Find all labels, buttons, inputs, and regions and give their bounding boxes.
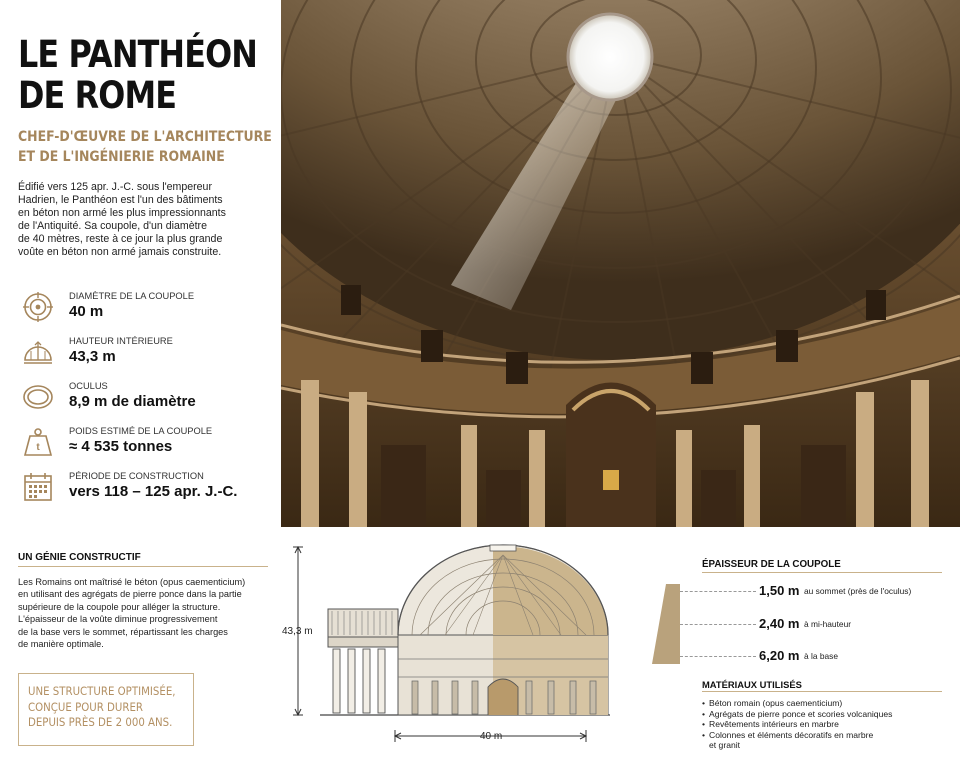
section-heading-materials: MATÉRIAUX UTILISÉS bbox=[702, 679, 802, 690]
intro-line: Hadrien, le Panthéon est l'un des bâtiments bbox=[18, 194, 223, 206]
height-dimension-label: 43,3 m bbox=[282, 626, 313, 637]
intro-line: Édifié vers 125 apr. J.-C. sous l'empereur bbox=[18, 181, 212, 193]
genie-line: L'épaisseur de la voûte diminue progressivement bbox=[18, 614, 218, 625]
title-line-1: LE PANTHÉON bbox=[18, 33, 258, 76]
list-item: • Colonnes et éléments décoratifs en marbre bbox=[702, 730, 942, 741]
genie-line: Les Romains ont maîtrisé le béton (opus caementicium) bbox=[18, 577, 246, 587]
highlight-line: CONÇUE POUR DURER bbox=[28, 699, 144, 714]
calendar-icon bbox=[22, 471, 54, 503]
thickness-row bbox=[680, 583, 950, 601]
divider bbox=[18, 566, 268, 567]
thickness-value: 1,50 m bbox=[759, 583, 800, 598]
key-facts-list bbox=[22, 288, 272, 513]
genie-paragraph bbox=[18, 576, 268, 650]
fact-diameter bbox=[22, 288, 272, 333]
genie-line: de manière optimale. bbox=[18, 639, 104, 650]
svg-text:t: t bbox=[36, 442, 40, 453]
width-dimension-label: 40 m bbox=[480, 731, 503, 742]
page-title bbox=[18, 34, 257, 116]
fact-label: PÉRIODE DE CONSTRUCTION bbox=[69, 471, 204, 481]
fact-value: 8,9 m de diamètre bbox=[69, 393, 196, 410]
title-line-2: DE ROME bbox=[18, 74, 177, 117]
thickness-value: 6,20 m bbox=[759, 648, 800, 663]
highlight-line: UNE STRUCTURE OPTIMISÉE, bbox=[28, 684, 176, 698]
leader-line bbox=[680, 624, 756, 625]
list-item: et granit bbox=[709, 740, 741, 751]
section-heading-genie: UN GÉNIE CONSTRUCTIF bbox=[18, 552, 141, 563]
leader-line bbox=[680, 591, 756, 592]
oculus-ring-icon bbox=[22, 381, 54, 413]
subtitle bbox=[18, 127, 272, 167]
fact-period bbox=[22, 468, 272, 513]
intro-paragraph bbox=[18, 181, 268, 259]
fact-height bbox=[22, 333, 272, 378]
intro-line: en béton non armé les plus impressionnants bbox=[18, 207, 226, 219]
thickness-row bbox=[680, 648, 950, 666]
intro-line: de l'Antiquité. Sa coupole, d'un diamètre bbox=[18, 220, 207, 232]
fact-oculus bbox=[22, 378, 272, 423]
fact-label: OCULUS bbox=[69, 381, 108, 391]
weight-icon bbox=[22, 426, 54, 458]
list-item: • Agrégats de pierre ponce et scories volcaniques bbox=[702, 709, 942, 720]
thickness-row bbox=[680, 616, 950, 634]
section-heading-thickness: ÉPAISSEUR DE LA COUPOLE bbox=[702, 559, 841, 570]
genie-line: supérieure de la coupole pour alléger la structure. bbox=[18, 601, 221, 612]
intro-line: de 40 mètres, reste à ce jour la plus grande bbox=[18, 233, 223, 245]
thickness-label: à la base bbox=[804, 651, 838, 661]
fact-weight bbox=[22, 423, 272, 468]
pantheon-interior-photo bbox=[281, 0, 960, 527]
fact-label: DIAMÈTRE DE LA COUPOLE bbox=[69, 291, 195, 301]
subtitle-line-1: CHEF-D'ŒUVRE DE L'ARCHITECTURE bbox=[18, 129, 272, 145]
thickness-value: 2,40 m bbox=[759, 616, 800, 631]
list-item: • Revêtements intérieurs en marbre bbox=[702, 719, 942, 730]
genie-line: de la base vers le sommet, répartissant les charges bbox=[18, 626, 228, 637]
fact-label: HAUTEUR INTÉRIEURE bbox=[69, 336, 173, 346]
thickness-label: à mi-hauteur bbox=[804, 619, 852, 629]
divider bbox=[702, 572, 942, 573]
dome-height-icon bbox=[22, 336, 54, 368]
highlight-box bbox=[18, 673, 194, 746]
fact-value: 40 m bbox=[69, 303, 104, 320]
divider bbox=[702, 691, 942, 692]
subtitle-line-2: ET DE L'INGÉNIERIE ROMAINE bbox=[18, 149, 225, 165]
materials-list bbox=[702, 698, 942, 751]
cross-section-diagram bbox=[280, 537, 620, 768]
fact-value: ≈ 4 535 tonnes bbox=[69, 438, 173, 455]
fact-label: POIDS ESTIMÉ DE LA COUPOLE bbox=[69, 426, 213, 436]
target-diameter-icon bbox=[22, 291, 54, 323]
list-item: • Béton romain (opus caementicium) bbox=[702, 698, 942, 709]
leader-line bbox=[680, 656, 756, 657]
intro-line: voûte en béton non armé jamais construite. bbox=[18, 246, 222, 258]
fact-value: vers 118 – 125 apr. J.-C. bbox=[69, 483, 238, 500]
genie-line: en utilisant des agrégats de pierre ponce dans la partie bbox=[18, 589, 242, 600]
highlight-line: DEPUIS PRÈS DE 2 000 ANS. bbox=[28, 715, 173, 729]
fact-value: 43,3 m bbox=[69, 348, 116, 365]
thickness-label: au sommet (près de l'oculus) bbox=[804, 586, 912, 596]
